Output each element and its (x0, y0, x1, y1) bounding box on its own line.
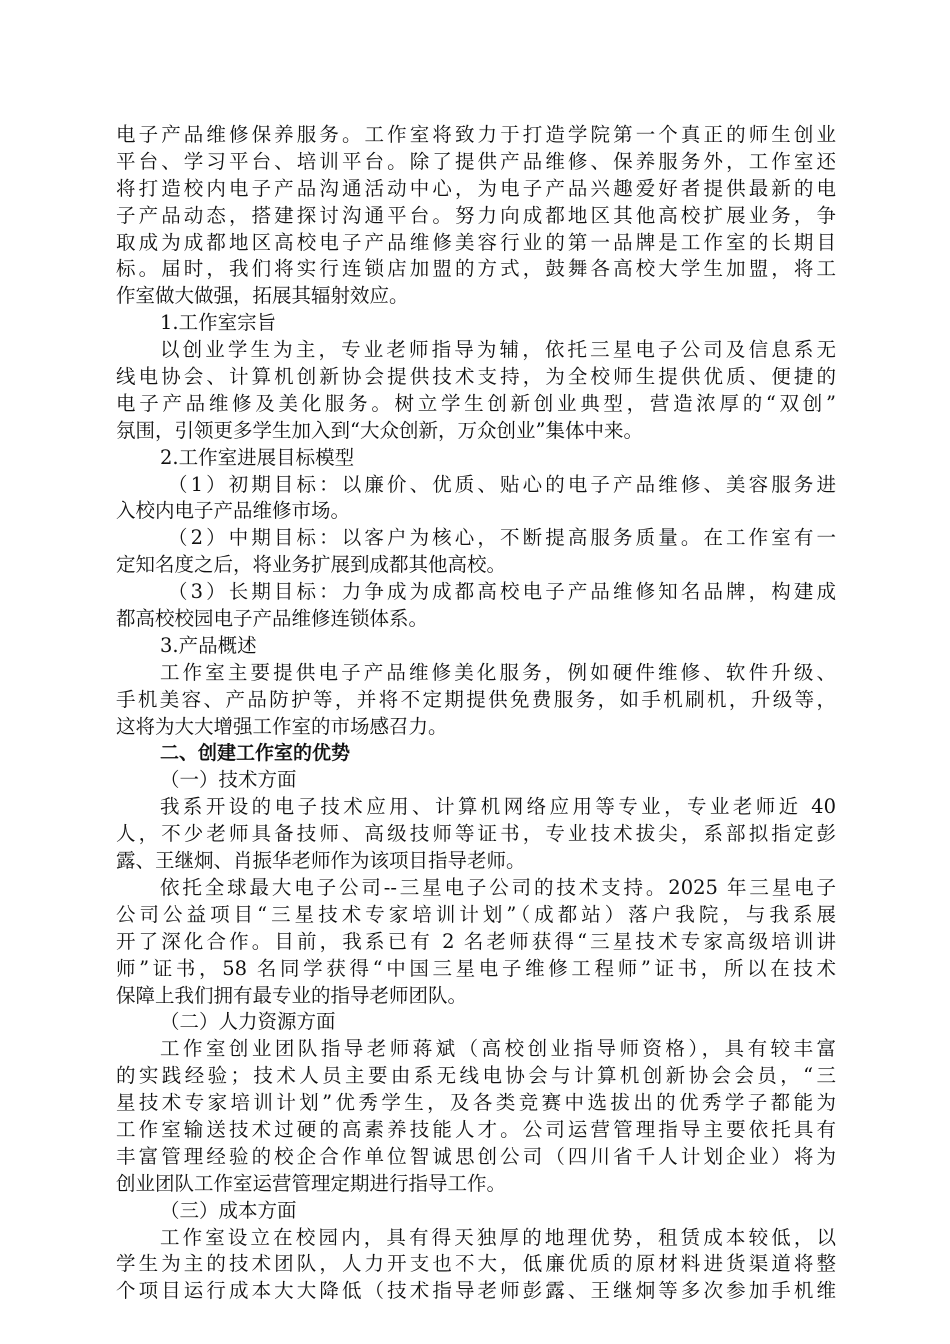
paragraph-line: 丰富管理经验的校企合作单位智诚思创公司（四川省千人计划企业）将为 (116, 1144, 836, 1168)
paragraph-line: 线电协会、计算机创新协会提供技术支持，为全校师生提供优质、便捷的 (116, 365, 836, 389)
paragraph-line: （1）初期目标：以廉价、优质、贴心的电子产品维修、美容服务进 (168, 472, 836, 496)
paragraph-line: 标。届时，我们将实行连锁店加盟的方式，鼓舞各高校大学生加盟，将工 (116, 257, 836, 281)
section-heading: 1.工作室宗旨 (160, 311, 277, 335)
paragraph-line: 电子产品维修及美化服务。树立学生创新创业典型，营造浓厚的“双创” (116, 391, 836, 415)
document-body (116, 122, 836, 1305)
paragraph-line: 保障上我们拥有最专业的指导老师团队。 (116, 983, 468, 1007)
paragraph-line: 工作室主要提供电子产品维修美化服务，例如硬件维修、软件升级、 (160, 660, 836, 684)
paragraph-line: 取成为成都地区高校电子产品维修美容行业的第一品牌是工作室的长期目 (116, 230, 836, 254)
paragraph-line: 依托全球最大电子公司--三星电子公司的技术支持。2025 年三星电子 (160, 875, 836, 899)
paragraph-line: 工作室创业团队指导老师蒋斌（高校创业指导师资格），具有较丰富 (160, 1037, 836, 1061)
paragraph-line: 工作室输送技术过硬的高素养技能人才。公司运营管理指导主要依托具有 (116, 1117, 836, 1141)
section-heading: 3.产品概述 (160, 633, 257, 657)
paragraph-line: 手机美容、产品防护等，并将不定期提供免费服务，如手机刷机，升级等， (116, 687, 836, 711)
paragraph-line: 平台、学习平台、培训平台。除了提供产品维修、保养服务外，工作室还 (116, 149, 836, 173)
section-heading: 2.工作室进展目标模型 (160, 445, 355, 469)
paragraph-line: 以创业学生为主，专业老师指导为辅，依托三星电子公司及信息系无 (160, 338, 836, 362)
paragraph-line: 开了深化合作。目前，我系已有 2 名老师获得“三星技术专家高级培训讲 (116, 929, 836, 953)
chapter-heading: 二、创建工作室的优势 (160, 742, 351, 765)
subsection-heading: （一）技术方面 (160, 768, 297, 792)
subsection-heading: （二）人力资源方面 (160, 1010, 336, 1034)
paragraph-line: 星技术专家培训计划”优秀学生，及各类竞赛中选拔出的优秀学子都能为 (116, 1091, 836, 1115)
paragraph-line: 学生为主的技术团队，人力开支也不大，低廉优质的原材料进货渠道将整 (116, 1252, 836, 1276)
paragraph-line: 我系开设的电子技术应用、计算机网络应用等专业，专业老师近 40 (160, 795, 836, 819)
paragraph-line: 入校内电子产品维修市场。 (116, 499, 351, 523)
paragraph-line: （3）长期目标：力争成为成都高校电子产品维修知名品牌，构建成 (168, 580, 836, 604)
paragraph-line: 将打造校内电子产品沟通活动中心，为电子产品兴趣爱好者提供最新的电 (116, 176, 836, 200)
paragraph-line: 露、王继炯、肖振华老师作为该项目指导老师。 (116, 849, 526, 873)
paragraph-line: 这将为大大增强工作室的市场感召力。 (116, 714, 448, 738)
paragraph-line: 都高校校园电子产品维修连锁体系。 (116, 607, 429, 631)
paragraph-line: 子产品动态，搭建探讨沟通平台。努力向成都地区其他高校扩展业务，争 (116, 203, 836, 227)
paragraph-line: 电子产品维修保养服务。工作室将致力于打造学院第一个真正的师生创业 (116, 123, 836, 146)
paragraph-line: 工作室设立在校园内，具有得天独厚的地理优势，租赁成本较低，以 (160, 1225, 836, 1249)
paragraph-line: 氛围，引领更多学生加入到“大众创新，万众创业”集体中来。 (116, 418, 643, 442)
paragraph-line: 师”证书，58 名同学获得“中国三星电子维修工程师”证书，所以在技术 (116, 956, 836, 980)
paragraph-line: （2）中期目标：以客户为核心，不断提高服务质量。在工作室有一 (168, 526, 836, 550)
paragraph-line: 创业团队工作室运营管理定期进行指导工作。 (116, 1171, 507, 1195)
paragraph-line: 的实践经验；技术人员主要由系无线电协会与计算机创新协会会员，“三 (116, 1064, 836, 1088)
paragraph-line: 定知名度之后，将业务扩展到成都其他高校。 (116, 553, 507, 577)
paragraph-line: 公司公益项目“三星技术专家培训计划”（成都站）落户我院，与我系展 (116, 902, 836, 926)
subsection-heading: （三）成本方面 (160, 1198, 297, 1222)
paragraph-line: 作室做大做强，拓展其辐射效应。 (116, 284, 409, 308)
paragraph-line: 个项目运行成本大大降低（技术指导老师彭露、王继炯等多次参加手机维 (116, 1279, 836, 1303)
paragraph-line: 人，不少老师具备技师、高级技师等证书，专业技术拔尖，系部拟指定彭 (116, 822, 836, 846)
